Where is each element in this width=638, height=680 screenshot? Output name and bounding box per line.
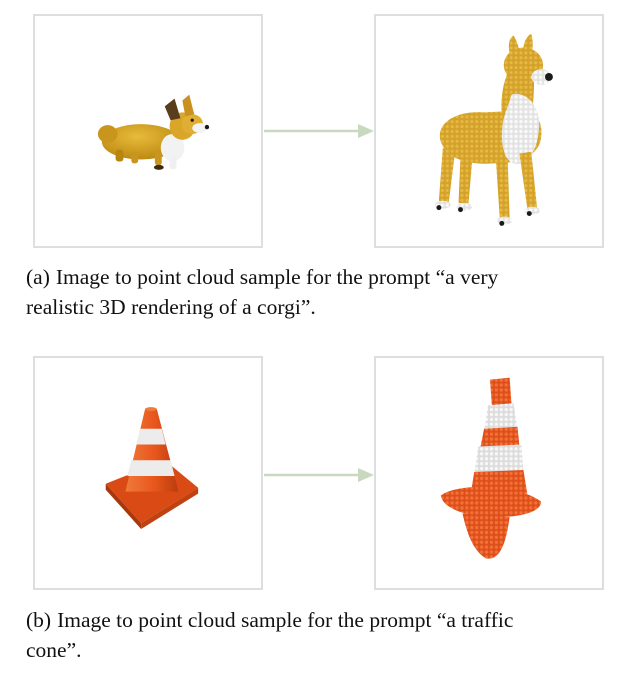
caption-a-line2: realistic 3D rendering of a corgi”.: [26, 295, 316, 319]
corgi-point-cloud-icon: [376, 16, 602, 246]
arrow-right-icon: [264, 123, 374, 139]
caption-a: [26, 262, 626, 322]
caption-b: [26, 605, 626, 665]
corgi-source-image-panel: [33, 14, 263, 248]
corgi-render-icon: [35, 16, 261, 246]
arrow-right-icon: [264, 467, 374, 483]
caption-a-line1: (a) Image to point cloud sample for the prompt “a very: [26, 265, 499, 289]
caption-b-line2: cone”.: [26, 638, 82, 662]
cone-point-cloud-panel: [374, 356, 604, 590]
traffic-cone-point-cloud-icon: [376, 358, 602, 588]
corgi-point-cloud-panel: [374, 14, 604, 248]
caption-b-label: (b): [26, 608, 52, 632]
transform-arrow-b: [264, 467, 374, 483]
caption-b-line1: (b) Image to point cloud sample for the prompt “a traffic: [26, 608, 514, 632]
traffic-cone-render-icon: [35, 358, 261, 588]
transform-arrow-a: [264, 123, 374, 139]
caption-a-label: (a): [26, 265, 50, 289]
cone-source-image-panel: [33, 356, 263, 590]
